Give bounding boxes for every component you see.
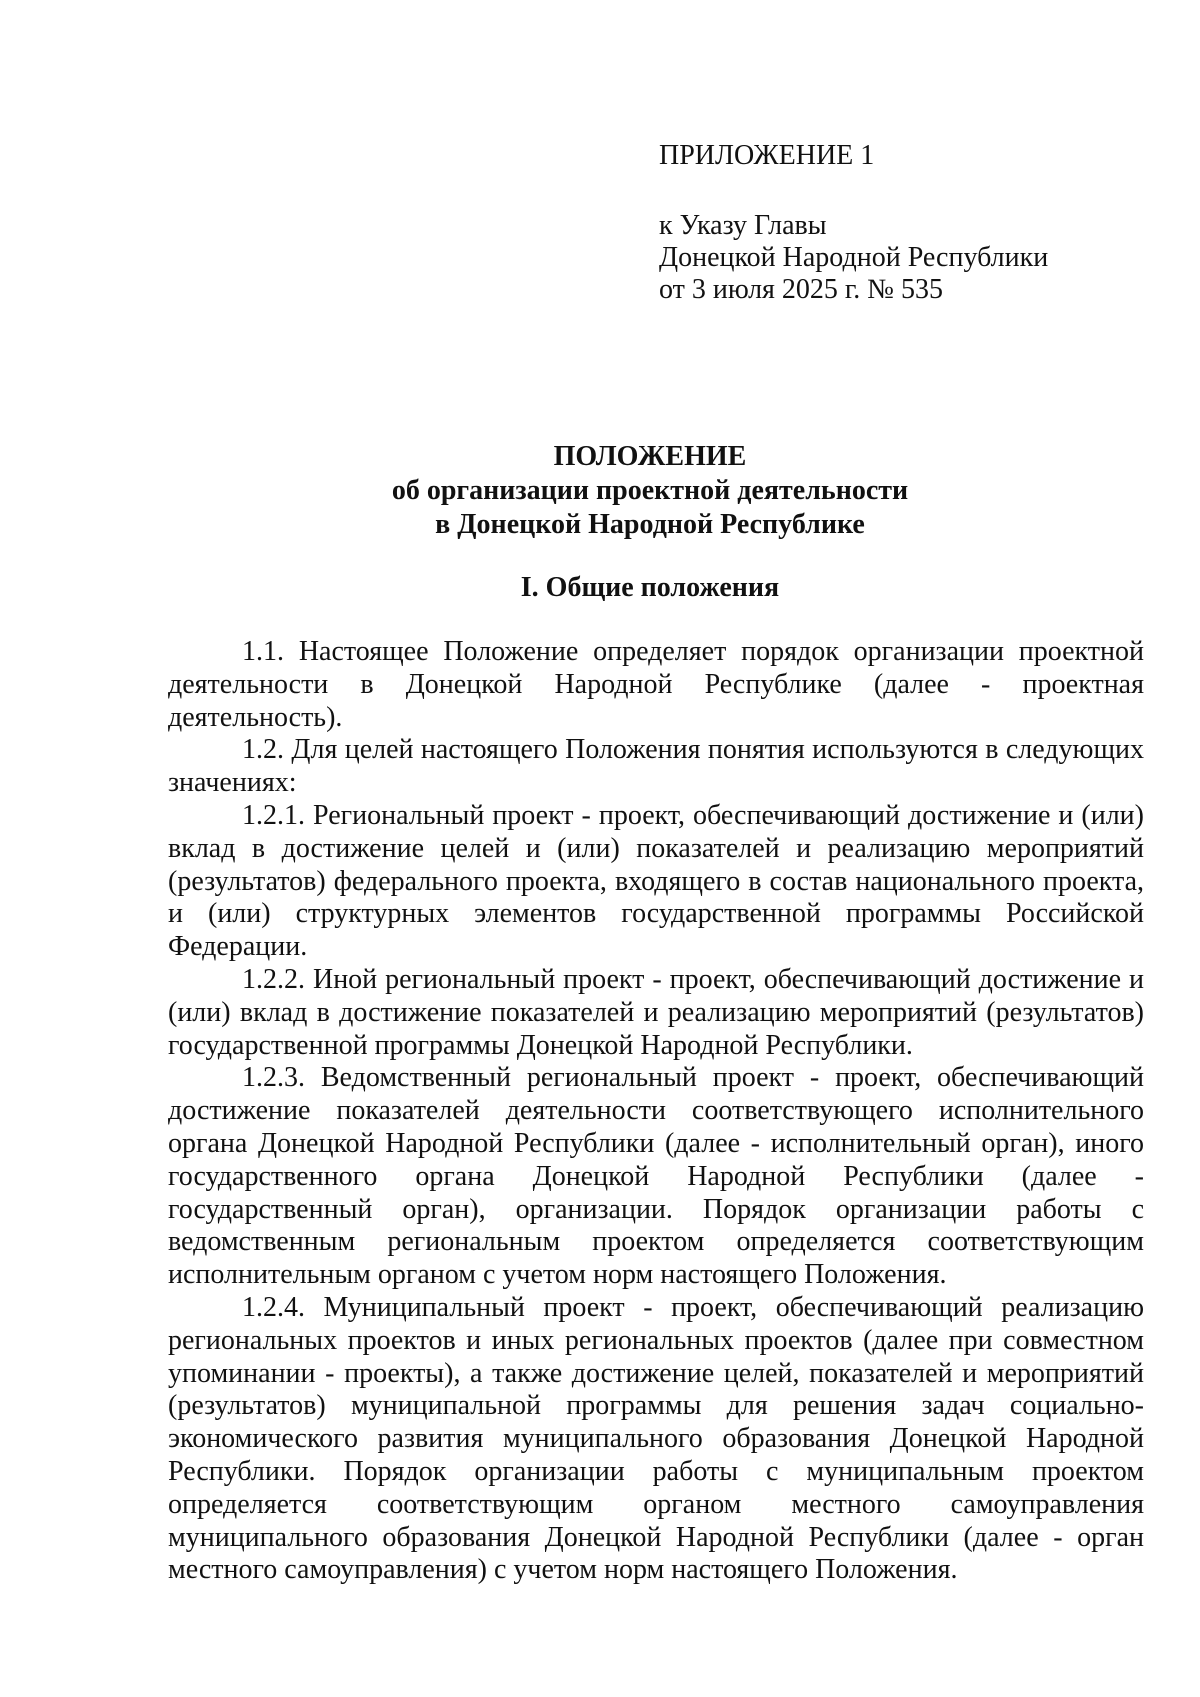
appendix-line-republic: Донецкой Народной Республики bbox=[659, 242, 1049, 273]
section-heading: I. Общие положения bbox=[520, 572, 780, 603]
document-title-block bbox=[150, 440, 1150, 542]
paragraph-1-2-2: 1.2.2. Иной региональный проект - проект, обеспечивающий достижение и (или) вклад в достижение показателей и реализацию мероприятий (результатов) государственной программы Донецкой Народной Республики. bbox=[168, 963, 1144, 1061]
paragraph-1-2-3: 1.2.3. Ведомственный региональный проект - проект, обеспечивающий достижение показателей деятельности соответствующего исполнительного органа Донецкой Народной Республики (далее - исполнительный орган), иного государственного органа Донецкой Народной Республики (далее - государственный орган), организации. Порядок организации работы с ведомственным региональным проектом определяется соответствующим исполнительным органом с учетом норм настоящего Положения. bbox=[168, 1062, 1144, 1291]
appendix-line-decree: к Указу Главы bbox=[659, 210, 827, 241]
appendix-block bbox=[659, 140, 1129, 306]
document-subtitle-line-2: в Донецкой Народной Республике bbox=[435, 509, 865, 540]
paragraph-1-1: 1.1. Настоящее Положение определяет порядок организации проектной деятельности в Донецкой Народной Республике (далее - проектная деятельность). bbox=[168, 636, 1144, 733]
paragraph-1-2-4: 1.2.4. Муниципальный проект - проект, обеспечивающий реализацию региональных проектов и иных региональных проектов (далее при совместном упоминании - проекты), а также достижение целей, показателей и мероприятий (результатов) муниципальной программы для решения задач социально-экономического развития муниципального образования Донецкой Народной Республики. Порядок организации работы с муниципальным проектом определяется соответствующим органом местного самоуправления муниципального образования Донецкой Народной Республики (далее - орган местного самоуправления) с учетом норм настоящего Положения. bbox=[168, 1291, 1144, 1586]
document-title: ПОЛОЖЕНИЕ bbox=[553, 441, 747, 472]
document-body bbox=[168, 636, 1144, 1587]
appendix-label: ПРИЛОЖЕНИЕ 1 bbox=[659, 140, 875, 171]
paragraph-1-2-1: 1.2.1. Региональный проект - проект, обеспечивающий достижение и (или) вклад в достижение целей и (или) показателей и реализацию мероприятий (результатов) федерального проекта, входящего в состав национального проекта, и (или) структурных элементов государственной программы Российской Федерации. bbox=[168, 799, 1144, 963]
document-subtitle-line-1: об организации проектной деятельности bbox=[391, 475, 909, 506]
appendix-line-date: от 3 июля 2025 г. № 535 bbox=[659, 274, 943, 305]
paragraph-1-2: 1.2. Для целей настоящего Положения понятия используются в следующих значениях: bbox=[168, 734, 1144, 799]
